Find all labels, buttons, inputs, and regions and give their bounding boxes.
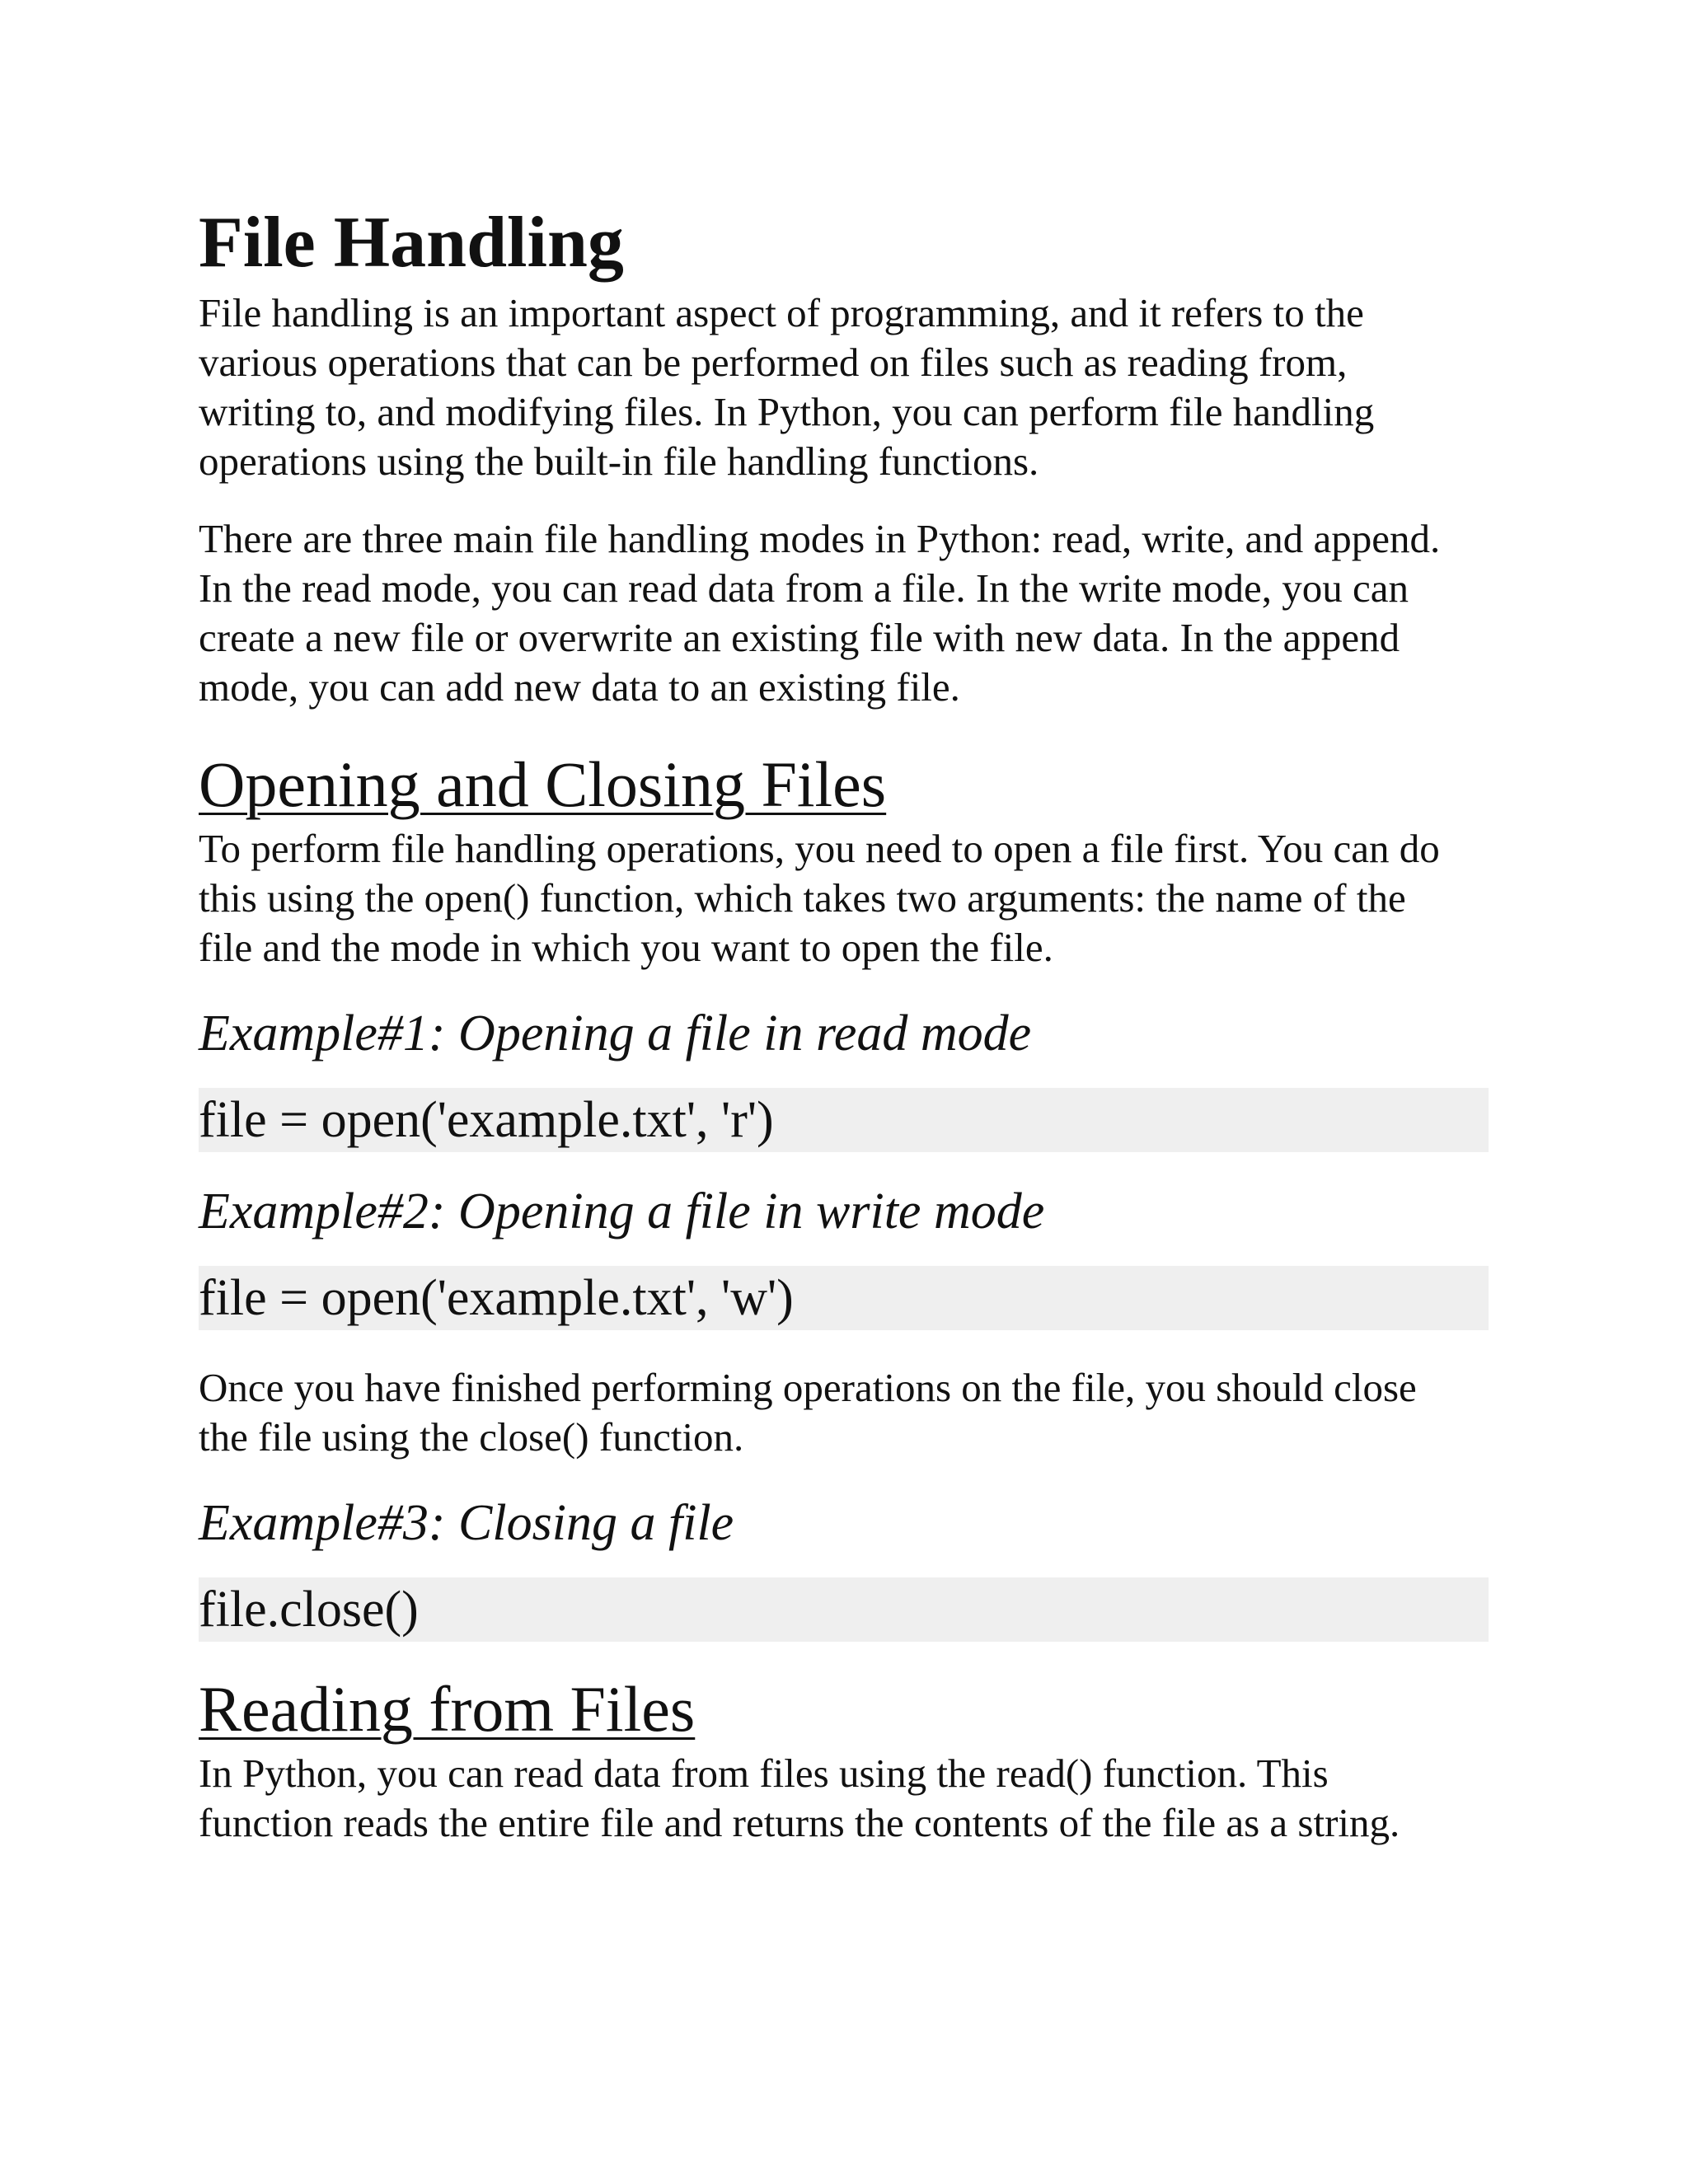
example-2-code: file = open('example.txt', 'w') — [199, 1266, 1489, 1330]
section-heading-opening: Opening and Closing Files — [199, 748, 887, 820]
intro-paragraph-2 — [199, 514, 1489, 712]
example-1-title: Example#1: Opening a file in read mode — [199, 1005, 1032, 1062]
intro-p1-line: writing to, and modifying files. In Python, you can perform file handling — [199, 389, 1375, 434]
example-3-title: Example#3: Closing a file — [199, 1495, 734, 1551]
spacer — [199, 972, 1489, 1001]
opening-line: To perform file handling operations, you need to open a file first. You can do — [199, 826, 1440, 871]
intro-p2-line: There are three main file handling modes in Python: read, write, and append. — [199, 516, 1441, 561]
opening-line: file and the mode in which you want to open the file. — [199, 925, 1053, 970]
example-3-code: file.close() — [199, 1577, 1489, 1642]
example-2-title: Example#2: Opening a file in write mode — [199, 1183, 1045, 1240]
intro-paragraph-1 — [199, 288, 1489, 486]
intro-p2-line: mode, you can add new data to an existing file. — [199, 664, 960, 710]
closing-line: Once you have finished performing operations on the file, you should close — [199, 1365, 1417, 1410]
spacer — [199, 1330, 1489, 1363]
spacer — [199, 1244, 1489, 1266]
example-1-code: file = open('example.txt', 'r') — [199, 1088, 1489, 1152]
reading-paragraph — [199, 1749, 1489, 1848]
reading-line: function reads the entire file and returns the contents of the file as a string. — [199, 1800, 1400, 1845]
spacer — [199, 1462, 1489, 1490]
spacer — [199, 712, 1489, 745]
intro-p1-line: various operations that can be performed on files such as reading from, — [199, 340, 1348, 385]
section-heading-reading: Reading from Files — [199, 1673, 696, 1745]
intro-p1-line: File handling is an important aspect of programming, and it refers to the — [199, 290, 1364, 335]
intro-p1-line: operations using the built-in file handling functions. — [199, 438, 1039, 484]
spacer — [199, 1152, 1489, 1179]
intro-p2-line: In the read mode, you can read data from a file. In the write mode, you can — [199, 565, 1409, 611]
spacer — [199, 1066, 1489, 1088]
closing-line: the file using the close() function. — [199, 1414, 744, 1460]
opening-line: this using the open() function, which takes two arguments: the name of the — [199, 875, 1406, 921]
closing-paragraph — [199, 1363, 1489, 1462]
spacer — [199, 486, 1489, 514]
spacer — [199, 1642, 1489, 1670]
spacer — [199, 1556, 1489, 1577]
page-title: File Handling — [199, 203, 624, 283]
opening-paragraph — [199, 824, 1489, 972]
document-page — [199, 198, 1489, 1848]
reading-line: In Python, you can read data from files using the read() function. This — [199, 1750, 1329, 1796]
intro-p2-line: create a new file or overwrite an existing file with new data. In the append — [199, 615, 1400, 660]
